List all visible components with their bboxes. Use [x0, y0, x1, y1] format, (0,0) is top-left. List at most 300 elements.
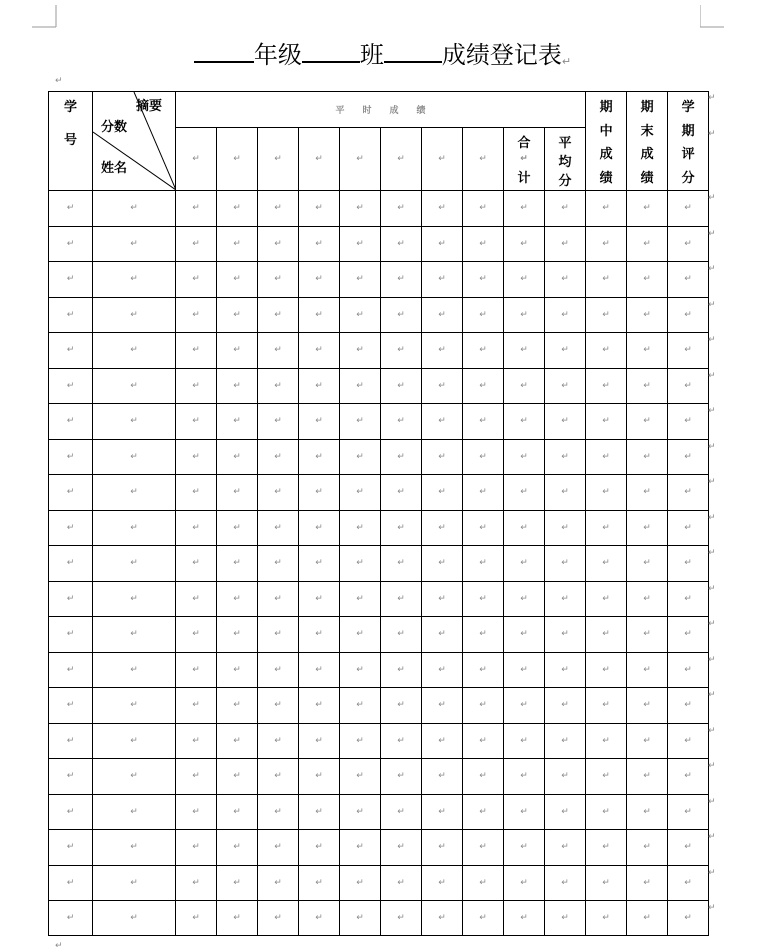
- table-cell[interactable]: [299, 617, 340, 653]
- table-cell[interactable]: [49, 262, 93, 298]
- table-cell[interactable]: [340, 581, 381, 617]
- table-cell[interactable]: [627, 368, 668, 404]
- table-cell[interactable]: [258, 297, 299, 333]
- table-cell[interactable]: [627, 404, 668, 440]
- table-cell[interactable]: [381, 546, 422, 582]
- table-cell[interactable]: [340, 510, 381, 546]
- table-cell[interactable]: [299, 830, 340, 866]
- table-cell[interactable]: [217, 368, 258, 404]
- table-cell[interactable]: [176, 404, 217, 440]
- table-cell[interactable]: [217, 865, 258, 901]
- table-cell[interactable]: [93, 688, 176, 724]
- table-cell[interactable]: [586, 617, 627, 653]
- table-cell[interactable]: [422, 404, 463, 440]
- table-cell[interactable]: [49, 297, 93, 333]
- table-cell[interactable]: [586, 723, 627, 759]
- table-cell[interactable]: [422, 830, 463, 866]
- table-cell[interactable]: [463, 546, 504, 582]
- table-cell[interactable]: [49, 581, 93, 617]
- table-cell[interactable]: [381, 297, 422, 333]
- table-cell[interactable]: [49, 901, 93, 936]
- table-cell[interactable]: [258, 262, 299, 298]
- table-cell[interactable]: [586, 404, 627, 440]
- table-cell[interactable]: [217, 794, 258, 830]
- table-cell[interactable]: [504, 297, 545, 333]
- table-cell[interactable]: [93, 404, 176, 440]
- regular-score-col-2[interactable]: ↵: [217, 128, 258, 191]
- table-cell[interactable]: [545, 368, 586, 404]
- table-cell[interactable]: [217, 475, 258, 511]
- table-cell[interactable]: [381, 510, 422, 546]
- table-cell[interactable]: [586, 368, 627, 404]
- regular-score-col-7[interactable]: ↵: [422, 128, 463, 191]
- table-cell[interactable]: [422, 368, 463, 404]
- table-cell[interactable]: [668, 368, 709, 404]
- table-cell[interactable]: [422, 333, 463, 369]
- table-cell[interactable]: [176, 262, 217, 298]
- table-cell[interactable]: [299, 297, 340, 333]
- table-cell[interactable]: [381, 617, 422, 653]
- table-cell[interactable]: [545, 262, 586, 298]
- table-cell[interactable]: [463, 333, 504, 369]
- regular-score-col-5[interactable]: ↵: [340, 128, 381, 191]
- table-cell[interactable]: [217, 901, 258, 936]
- table-cell[interactable]: [627, 581, 668, 617]
- table-cell[interactable]: [340, 617, 381, 653]
- table-cell[interactable]: [504, 830, 545, 866]
- table-cell[interactable]: [504, 617, 545, 653]
- table-cell[interactable]: [93, 723, 176, 759]
- table-cell[interactable]: [668, 617, 709, 653]
- table-cell[interactable]: [49, 439, 93, 475]
- table-cell[interactable]: [340, 439, 381, 475]
- table-cell[interactable]: [340, 368, 381, 404]
- table-cell[interactable]: [668, 475, 709, 511]
- table-cell[interactable]: [545, 794, 586, 830]
- table-cell[interactable]: [299, 759, 340, 795]
- table-cell[interactable]: [49, 333, 93, 369]
- table-cell[interactable]: [176, 688, 217, 724]
- table-cell[interactable]: [627, 191, 668, 227]
- regular-score-col-8[interactable]: ↵: [463, 128, 504, 191]
- table-cell[interactable]: [258, 901, 299, 936]
- table-cell[interactable]: [176, 226, 217, 262]
- table-cell[interactable]: [93, 333, 176, 369]
- table-cell[interactable]: [504, 191, 545, 227]
- table-cell[interactable]: [258, 191, 299, 227]
- table-cell[interactable]: [176, 510, 217, 546]
- table-cell[interactable]: [668, 226, 709, 262]
- table-cell[interactable]: [340, 404, 381, 440]
- table-cell[interactable]: [586, 191, 627, 227]
- table-cell[interactable]: [668, 794, 709, 830]
- table-cell[interactable]: [504, 546, 545, 582]
- table-cell[interactable]: [93, 652, 176, 688]
- table-cell[interactable]: [422, 297, 463, 333]
- table-cell[interactable]: [381, 191, 422, 227]
- table-cell[interactable]: [422, 688, 463, 724]
- table-cell[interactable]: [504, 333, 545, 369]
- table-cell[interactable]: [504, 475, 545, 511]
- table-cell[interactable]: [49, 865, 93, 901]
- table-cell[interactable]: [176, 617, 217, 653]
- table-cell[interactable]: [258, 475, 299, 511]
- table-cell[interactable]: [217, 830, 258, 866]
- table-cell[interactable]: [93, 581, 176, 617]
- table-cell[interactable]: [340, 865, 381, 901]
- table-cell[interactable]: [299, 546, 340, 582]
- table-cell[interactable]: [93, 830, 176, 866]
- table-cell[interactable]: [217, 297, 258, 333]
- table-cell[interactable]: [463, 226, 504, 262]
- table-cell[interactable]: [93, 794, 176, 830]
- table-cell[interactable]: [299, 794, 340, 830]
- table-cell[interactable]: [422, 723, 463, 759]
- table-cell[interactable]: [545, 226, 586, 262]
- table-cell[interactable]: [93, 475, 176, 511]
- table-cell[interactable]: [49, 759, 93, 795]
- table-cell[interactable]: [340, 794, 381, 830]
- table-cell[interactable]: [504, 688, 545, 724]
- table-cell[interactable]: [340, 333, 381, 369]
- table-cell[interactable]: [504, 226, 545, 262]
- table-cell[interactable]: [627, 830, 668, 866]
- table-cell[interactable]: [668, 262, 709, 298]
- table-cell[interactable]: [627, 475, 668, 511]
- table-cell[interactable]: [463, 404, 504, 440]
- table-cell[interactable]: [299, 368, 340, 404]
- table-cell[interactable]: [340, 723, 381, 759]
- table-cell[interactable]: [422, 262, 463, 298]
- table-cell[interactable]: [545, 617, 586, 653]
- table-cell[interactable]: [586, 297, 627, 333]
- table-cell[interactable]: [504, 439, 545, 475]
- table-cell[interactable]: [586, 262, 627, 298]
- table-cell[interactable]: [504, 581, 545, 617]
- table-cell[interactable]: [381, 262, 422, 298]
- table-cell[interactable]: [217, 333, 258, 369]
- table-cell[interactable]: [49, 191, 93, 227]
- table-cell[interactable]: [463, 901, 504, 936]
- table-cell[interactable]: [668, 865, 709, 901]
- table-cell[interactable]: [586, 510, 627, 546]
- table-cell[interactable]: [49, 226, 93, 262]
- table-cell[interactable]: [627, 617, 668, 653]
- table-cell[interactable]: [93, 191, 176, 227]
- table-cell[interactable]: [545, 191, 586, 227]
- table-cell[interactable]: [504, 794, 545, 830]
- table-cell[interactable]: [381, 901, 422, 936]
- table-cell[interactable]: [217, 723, 258, 759]
- table-cell[interactable]: [668, 759, 709, 795]
- table-cell[interactable]: [504, 404, 545, 440]
- table-cell[interactable]: [422, 865, 463, 901]
- table-cell[interactable]: [299, 723, 340, 759]
- table-cell[interactable]: [545, 404, 586, 440]
- table-cell[interactable]: [668, 404, 709, 440]
- table-cell[interactable]: [49, 510, 93, 546]
- table-cell[interactable]: [422, 475, 463, 511]
- table-cell[interactable]: [504, 368, 545, 404]
- table-cell[interactable]: [176, 368, 217, 404]
- table-cell[interactable]: [381, 368, 422, 404]
- table-cell[interactable]: [217, 759, 258, 795]
- table-cell[interactable]: [586, 226, 627, 262]
- table-cell[interactable]: [545, 723, 586, 759]
- table-cell[interactable]: [504, 723, 545, 759]
- table-cell[interactable]: [299, 475, 340, 511]
- table-cell[interactable]: [627, 865, 668, 901]
- table-cell[interactable]: [258, 368, 299, 404]
- table-cell[interactable]: [340, 226, 381, 262]
- table-cell[interactable]: [668, 901, 709, 936]
- table-cell[interactable]: [176, 759, 217, 795]
- table-cell[interactable]: [586, 439, 627, 475]
- table-cell[interactable]: [176, 652, 217, 688]
- table-cell[interactable]: [93, 546, 176, 582]
- table-cell[interactable]: [586, 475, 627, 511]
- table-cell[interactable]: [217, 688, 258, 724]
- table-cell[interactable]: [627, 901, 668, 936]
- table-cell[interactable]: [258, 830, 299, 866]
- table-cell[interactable]: [545, 333, 586, 369]
- table-cell[interactable]: [381, 830, 422, 866]
- table-cell[interactable]: [49, 688, 93, 724]
- table-cell[interactable]: [545, 901, 586, 936]
- table-cell[interactable]: [258, 333, 299, 369]
- table-cell[interactable]: [258, 759, 299, 795]
- table-cell[interactable]: [93, 759, 176, 795]
- table-cell[interactable]: [49, 546, 93, 582]
- table-cell[interactable]: [668, 688, 709, 724]
- table-cell[interactable]: [176, 581, 217, 617]
- table-cell[interactable]: [627, 688, 668, 724]
- table-cell[interactable]: [340, 262, 381, 298]
- table-cell[interactable]: [93, 368, 176, 404]
- table-cell[interactable]: [176, 830, 217, 866]
- table-cell[interactable]: [463, 865, 504, 901]
- table-cell[interactable]: [668, 830, 709, 866]
- table-cell[interactable]: [381, 794, 422, 830]
- table-cell[interactable]: [545, 759, 586, 795]
- table-cell[interactable]: [217, 581, 258, 617]
- table-cell[interactable]: [586, 546, 627, 582]
- table-cell[interactable]: [422, 226, 463, 262]
- table-cell[interactable]: [586, 652, 627, 688]
- table-cell[interactable]: [49, 617, 93, 653]
- table-cell[interactable]: [381, 333, 422, 369]
- table-cell[interactable]: [504, 510, 545, 546]
- table-cell[interactable]: [463, 510, 504, 546]
- table-cell[interactable]: [586, 830, 627, 866]
- table-cell[interactable]: [545, 546, 586, 582]
- table-cell[interactable]: [668, 546, 709, 582]
- regular-score-col-4[interactable]: ↵: [299, 128, 340, 191]
- table-cell[interactable]: [381, 226, 422, 262]
- class-blank[interactable]: [302, 33, 360, 63]
- table-cell[interactable]: [258, 794, 299, 830]
- table-cell[interactable]: [586, 794, 627, 830]
- table-cell[interactable]: [381, 865, 422, 901]
- table-cell[interactable]: [504, 262, 545, 298]
- table-cell[interactable]: [463, 688, 504, 724]
- table-cell[interactable]: [176, 901, 217, 936]
- table-cell[interactable]: [49, 475, 93, 511]
- table-cell[interactable]: [627, 723, 668, 759]
- table-cell[interactable]: [422, 652, 463, 688]
- table-cell[interactable]: [422, 794, 463, 830]
- table-cell[interactable]: [217, 439, 258, 475]
- table-cell[interactable]: [217, 191, 258, 227]
- table-cell[interactable]: [545, 475, 586, 511]
- table-cell[interactable]: [217, 617, 258, 653]
- table-cell[interactable]: [176, 475, 217, 511]
- table-cell[interactable]: [258, 723, 299, 759]
- table-cell[interactable]: [668, 652, 709, 688]
- table-cell[interactable]: [627, 794, 668, 830]
- table-cell[interactable]: [668, 191, 709, 227]
- table-cell[interactable]: [463, 617, 504, 653]
- table-cell[interactable]: [627, 262, 668, 298]
- table-cell[interactable]: [93, 617, 176, 653]
- table-cell[interactable]: [258, 652, 299, 688]
- table-cell[interactable]: [217, 546, 258, 582]
- table-cell[interactable]: [258, 546, 299, 582]
- table-cell[interactable]: [381, 652, 422, 688]
- table-cell[interactable]: [545, 510, 586, 546]
- regular-score-col-6[interactable]: ↵: [381, 128, 422, 191]
- table-cell[interactable]: [668, 333, 709, 369]
- table-cell[interactable]: [258, 617, 299, 653]
- table-cell[interactable]: [463, 723, 504, 759]
- table-cell[interactable]: [545, 865, 586, 901]
- table-cell[interactable]: [422, 439, 463, 475]
- table-cell[interactable]: [627, 759, 668, 795]
- table-cell[interactable]: [49, 794, 93, 830]
- table-cell[interactable]: [545, 581, 586, 617]
- table-cell[interactable]: [299, 226, 340, 262]
- table-cell[interactable]: [422, 191, 463, 227]
- table-cell[interactable]: [176, 297, 217, 333]
- table-cell[interactable]: [668, 297, 709, 333]
- table-cell[interactable]: [422, 617, 463, 653]
- table-cell[interactable]: [586, 688, 627, 724]
- table-cell[interactable]: [93, 901, 176, 936]
- table-cell[interactable]: [463, 759, 504, 795]
- table-cell[interactable]: [217, 404, 258, 440]
- table-cell[interactable]: [299, 333, 340, 369]
- table-cell[interactable]: [504, 759, 545, 795]
- table-cell[interactable]: [258, 510, 299, 546]
- table-cell[interactable]: [463, 475, 504, 511]
- table-cell[interactable]: [627, 652, 668, 688]
- table-cell[interactable]: [93, 865, 176, 901]
- table-cell[interactable]: [463, 794, 504, 830]
- table-cell[interactable]: [217, 226, 258, 262]
- table-cell[interactable]: [176, 333, 217, 369]
- table-cell[interactable]: [176, 439, 217, 475]
- table-cell[interactable]: [463, 191, 504, 227]
- table-cell[interactable]: [340, 688, 381, 724]
- table-cell[interactable]: [93, 439, 176, 475]
- table-cell[interactable]: [627, 546, 668, 582]
- table-cell[interactable]: [545, 439, 586, 475]
- table-cell[interactable]: [49, 830, 93, 866]
- table-cell[interactable]: [422, 510, 463, 546]
- table-cell[interactable]: [463, 297, 504, 333]
- table-cell[interactable]: [340, 475, 381, 511]
- table-cell[interactable]: [176, 191, 217, 227]
- table-cell[interactable]: [258, 865, 299, 901]
- table-cell[interactable]: [49, 652, 93, 688]
- table-cell[interactable]: [299, 688, 340, 724]
- table-cell[interactable]: [381, 475, 422, 511]
- table-cell[interactable]: [381, 688, 422, 724]
- table-cell[interactable]: [586, 865, 627, 901]
- table-cell[interactable]: [340, 901, 381, 936]
- table-cell[interactable]: [49, 368, 93, 404]
- table-cell[interactable]: [627, 297, 668, 333]
- table-cell[interactable]: [217, 510, 258, 546]
- table-cell[interactable]: [668, 439, 709, 475]
- table-cell[interactable]: [422, 901, 463, 936]
- table-cell[interactable]: [668, 510, 709, 546]
- table-cell[interactable]: [381, 723, 422, 759]
- table-cell[interactable]: [627, 510, 668, 546]
- table-cell[interactable]: [340, 297, 381, 333]
- table-cell[interactable]: [340, 652, 381, 688]
- table-cell[interactable]: [176, 723, 217, 759]
- table-cell[interactable]: [176, 865, 217, 901]
- table-cell[interactable]: [299, 652, 340, 688]
- table-cell[interactable]: [627, 226, 668, 262]
- table-cell[interactable]: [668, 723, 709, 759]
- table-cell[interactable]: [258, 581, 299, 617]
- table-cell[interactable]: [422, 759, 463, 795]
- table-cell[interactable]: [258, 439, 299, 475]
- table-cell[interactable]: [381, 581, 422, 617]
- table-cell[interactable]: [381, 439, 422, 475]
- table-cell[interactable]: [586, 333, 627, 369]
- table-cell[interactable]: [504, 865, 545, 901]
- table-cell[interactable]: [93, 297, 176, 333]
- table-cell[interactable]: [545, 297, 586, 333]
- table-cell[interactable]: [299, 581, 340, 617]
- table-cell[interactable]: [340, 191, 381, 227]
- table-cell[interactable]: [258, 404, 299, 440]
- table-cell[interactable]: [586, 901, 627, 936]
- table-cell[interactable]: [422, 546, 463, 582]
- table-cell[interactable]: [340, 759, 381, 795]
- table-cell[interactable]: [545, 652, 586, 688]
- table-cell[interactable]: [340, 546, 381, 582]
- table-cell[interactable]: [49, 404, 93, 440]
- table-cell[interactable]: [586, 759, 627, 795]
- table-cell[interactable]: [176, 794, 217, 830]
- table-cell[interactable]: [299, 901, 340, 936]
- regular-score-col-3[interactable]: ↵: [258, 128, 299, 191]
- table-cell[interactable]: [545, 830, 586, 866]
- table-cell[interactable]: [217, 652, 258, 688]
- table-cell[interactable]: [504, 901, 545, 936]
- table-cell[interactable]: [49, 723, 93, 759]
- table-cell[interactable]: [668, 581, 709, 617]
- table-cell[interactable]: [299, 865, 340, 901]
- table-cell[interactable]: [299, 510, 340, 546]
- table-cell[interactable]: [299, 262, 340, 298]
- table-cell[interactable]: [422, 581, 463, 617]
- table-cell[interactable]: [381, 759, 422, 795]
